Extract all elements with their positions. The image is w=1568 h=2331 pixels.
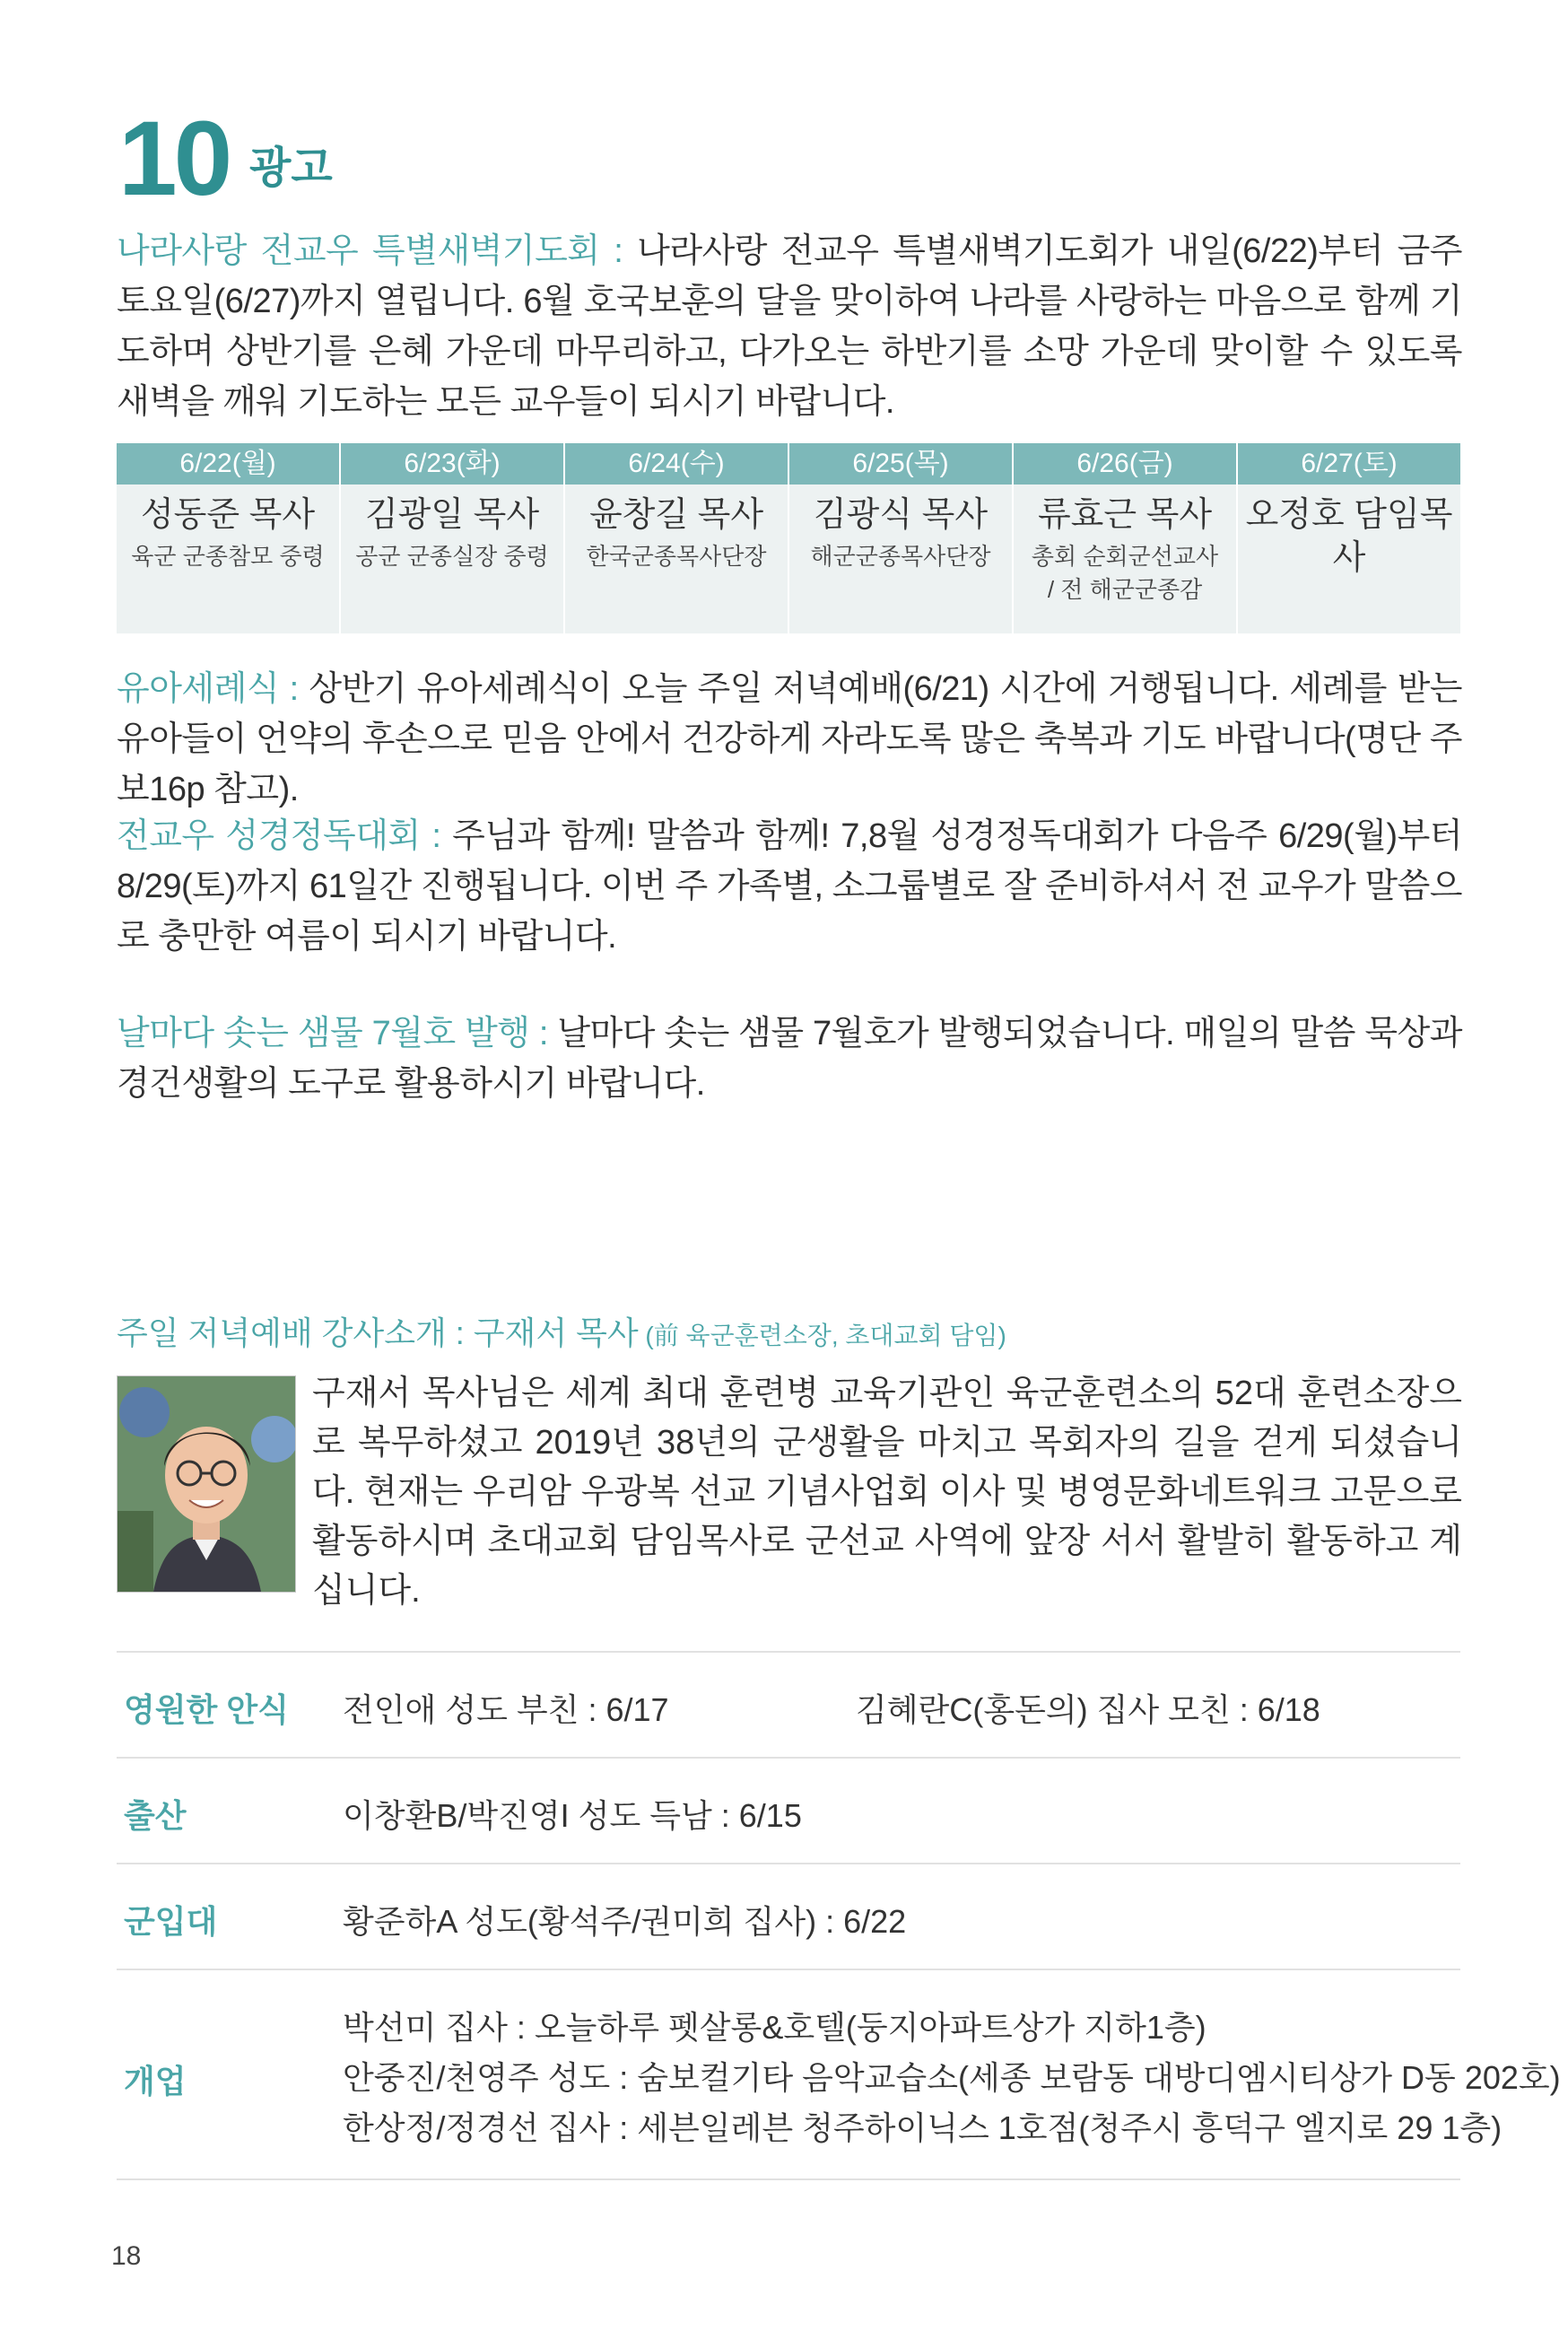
schedule-date: 6/26(금)	[1014, 443, 1236, 485]
news-item: 황준하A 성도(황석주/권미희 집사) : 6/22	[343, 1903, 907, 1940]
schedule-speaker: 류효근 목사	[1037, 496, 1213, 534]
schedule-speaker: 김광일 목사	[364, 496, 540, 534]
section-number: 10	[118, 100, 230, 218]
news-item: 이창환B/박진영I 성도 득남 : 6/15	[343, 1797, 802, 1834]
notice-lead: 나라사랑 전교우 특별새벽기도회 :	[117, 232, 638, 270]
news-label-birth: 출산	[124, 1797, 187, 1834]
notice-devotional	[117, 1008, 1462, 1109]
notice-lead: 전교우 성경정독대회 :	[117, 817, 453, 855]
page-number: 18	[111, 2241, 142, 2271]
divider	[117, 1969, 1460, 1970]
divider	[117, 2178, 1460, 2180]
speaker-intro-title	[117, 1308, 1006, 1354]
news-item: 한상정/정경선 집사 : 세븐일레븐 청주하이닉스 1호점(청주시 흥덕구 엘지로 29 1층)	[343, 2109, 1503, 2146]
news-item: 김혜란C(홍돈의) 집사 모친 : 6/18	[856, 1691, 1320, 1728]
speaker-title: 주일 저녁예배 강사소개 : 구재서 목사	[117, 1314, 639, 1351]
notice-body: 주님과 함께! 말씀과 함께! 7,8월 성경정독대회가 다음주 6/29(월)부터 8/29(토)까지 61일간 진행됩니다. 이번 주 가족별, 소그룹별로 잘 준비하셔서 전 교우가 말씀으로 충만한 여름이 되시기 바랍니다.	[117, 817, 1462, 956]
schedule-column	[341, 443, 565, 633]
schedule-speaker: 김광식 목사	[813, 496, 989, 534]
schedule-date: 6/23(화)	[341, 443, 563, 485]
divider	[117, 1651, 1460, 1653]
schedule-role-line2: / 전 해군군종감	[1047, 576, 1203, 603]
notice-dawn-prayer	[117, 226, 1462, 427]
news-item: 전인애 성도 부친 : 6/17	[343, 1691, 669, 1728]
news-label-business: 개업	[124, 2063, 187, 2100]
schedule-speaker: 오정호 담임목사	[1245, 496, 1453, 577]
speaker-portrait-illustration	[118, 1376, 295, 1592]
schedule-column	[565, 443, 789, 633]
notice-body: 나라사랑 전교우 특별새벽기도회가 내일(6/22)부터 금주 토요일(6/27)까지 열립니다. 6월 호국보훈의 달을 맞이하여 나라를 사랑하는 마음으로 함께 기도하며 상반기를 은혜 가운데 마무리하고, 다가오는 하반기를 소망 가운데 맞이할 수 있도록 새벽을 깨워 기도하는 모든 교우들이 되시기 바랍니다.	[117, 232, 1463, 421]
notice-lead: 유아세례식 :	[117, 670, 309, 708]
notice-bible-reading	[117, 811, 1462, 962]
notice-body: 상반기 유아세례식이 오늘 주일 저녁예배(6/21) 시간에 거행됩니다. 세례를 받는 유아들이 언약의 후손으로 믿음 안에서 건강하게 자라도록 많은 축복과 기도 바랍니다(명단 주보16p 참고).	[117, 670, 1463, 808]
divider	[117, 1863, 1460, 1864]
news-label-condolence: 영원한 안식	[124, 1691, 289, 1728]
schedule-speaker: 윤창길 목사	[588, 496, 764, 534]
news-label-military: 군입대	[124, 1903, 218, 1940]
news-item: 박선미 집사 : 오늘하루 펫살롱&호텔(둥지아파트상가 지하1층)	[343, 2009, 1206, 2046]
schedule-role: 해군군종목사단장	[810, 543, 991, 570]
speaker-subtitle: (前 육군훈련소장, 초대교회 담임)	[638, 1322, 1006, 1349]
schedule-speaker: 성동준 목사	[140, 496, 316, 534]
schedule-date: 6/22(월)	[117, 443, 339, 485]
schedule-role: 육군 군종참모 중령	[131, 543, 325, 570]
schedule-date: 6/25(목)	[789, 443, 1012, 485]
divider	[117, 1757, 1460, 1759]
speaker-photo	[117, 1375, 296, 1593]
schedule-date: 6/27(토)	[1238, 443, 1460, 485]
schedule-role: 한국군종목사단장	[586, 543, 767, 570]
schedule-column	[1014, 443, 1238, 633]
schedule-column	[789, 443, 1014, 633]
notice-body: 날마다 솟는 샘물 7월호가 발행되었습니다. 매일의 말씀 묵상과 경건생활의 도구로 활용하시기 바랍니다.	[117, 1015, 1462, 1103]
notice-lead: 날마다 솟는 샘물 7월호 발행 :	[117, 1015, 558, 1052]
schedule-column	[1238, 443, 1460, 633]
prayer-schedule-table	[117, 443, 1460, 633]
schedule-column	[117, 443, 341, 633]
speaker-bio: 구재서 목사님은 세계 최대 훈련병 교육기관인 육군훈련소의 52대 훈련소장으로 복무하셨고 2019년 38년의 군생활을 마치고 목회자의 길을 걷게 되셨습니다. 현재는 우리암 우광복 선교 기념사업회 이사 및 병영문화네트워크 고문으로 활동하시며 초대교회 담임목사로 군선교 사역에 앞장 서서 활발히 활동하고 계십니다.	[312, 1375, 1462, 1610]
schedule-date: 6/24(수)	[565, 443, 788, 485]
section-title: 광고	[249, 144, 333, 192]
schedule-role: 공군 군종실장 중령	[355, 543, 549, 570]
news-item: 안중진/천영주 성도 : 숨보컬기타 음악교습소(세종 보람동 대방디엠시티상가 D동 202호)	[343, 2059, 1561, 2096]
schedule-role: 총회 순회군선교사	[1031, 543, 1219, 570]
notice-infant-baptism	[117, 664, 1462, 815]
